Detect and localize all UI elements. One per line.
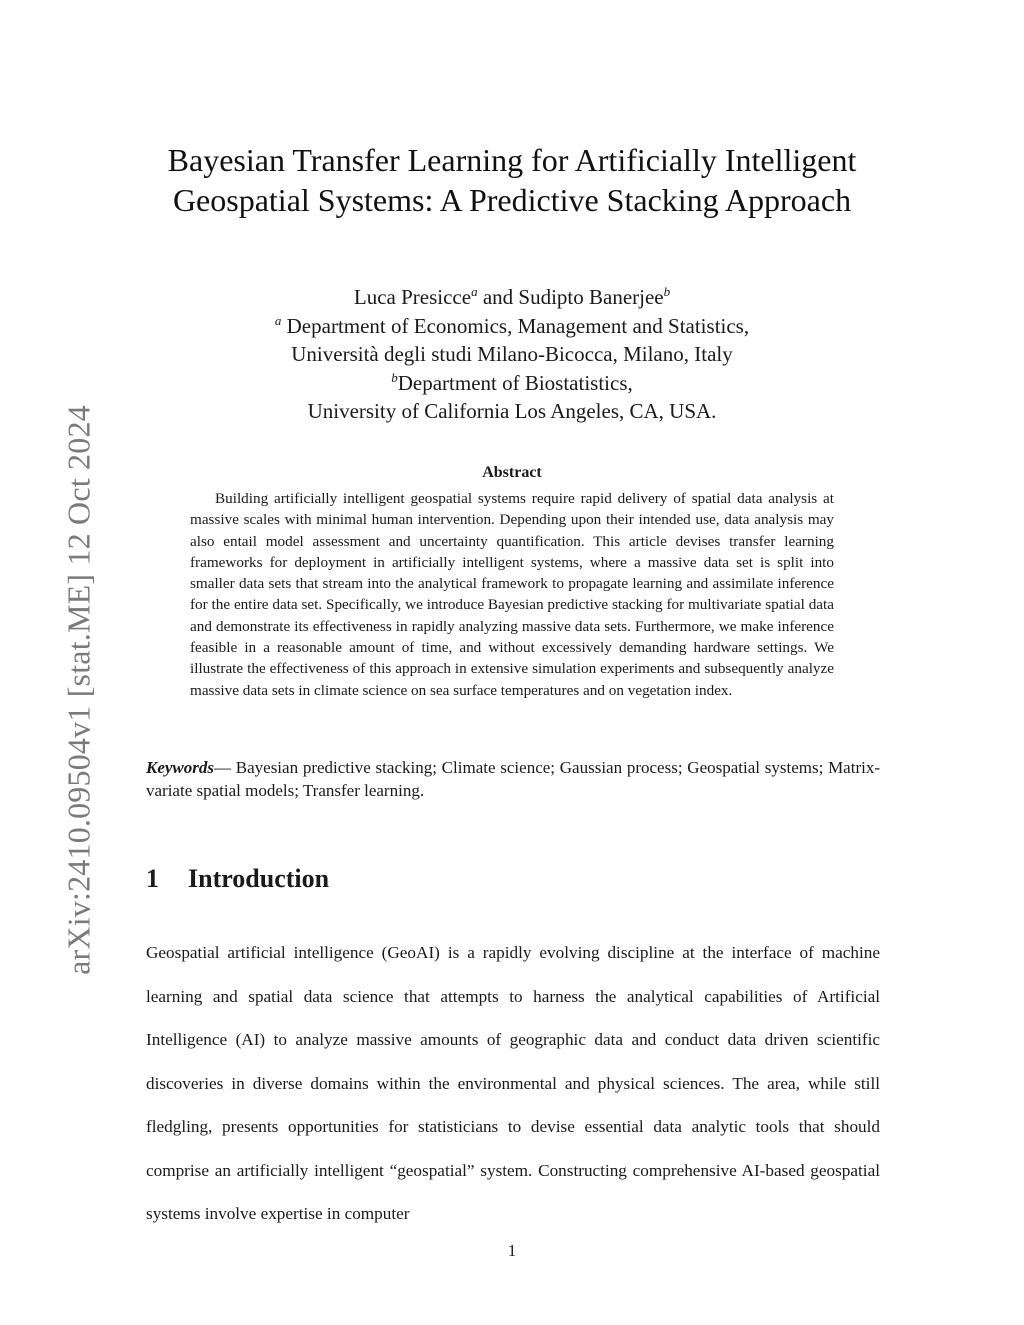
author-superscript: a — [471, 284, 478, 299]
author-connector: and — [477, 285, 519, 309]
page-number: 1 — [507, 1241, 517, 1260]
affiliation-line — [180, 312, 844, 341]
section-number: 1 — [146, 864, 159, 893]
section-title: Introduction — [188, 864, 330, 893]
authors-block — [180, 283, 844, 426]
author-name: Luca Presicce — [353, 285, 472, 309]
keywords-label: Keywords — [146, 758, 214, 777]
affiliation-text: Department of Biostatistics, — [397, 370, 633, 395]
affiliation-text: University of California Los Angeles, CA, USA. — [307, 399, 717, 423]
abstract-text: Building artificially intelligent geospatial systems require rapid delivery of spatial data analysis at massive scales with minimal human intervention. Depending upon their intended use, data analysis may also entail model assessment and uncertainty quantification. This article devises transfer learning frameworks for deployment in artificially intelligent systems, where a massive data set is split into smaller data sets that stream into the analytical framework to propagate learning and assimilate inference for the entire data set. Specifically, we introduce Bayesian predictive stacking for multivariate spatial data and demonstrate its effectiveness in rapidly analyzing massive data sets. Furthermore, we make inference feasible in a reasonable amount of time, and without excessively demanding hardware settings. We illustrate the effectiveness of this approach in extensive simulation experiments and subsequently analyze massive data sets in climate science on sea surface temperatures and on vegetation index. — [190, 490, 834, 699]
affiliation-text: Department of Economics, Management and Statistics, — [286, 313, 750, 338]
keywords-dash: — — [214, 758, 236, 777]
author-superscript: b — [663, 284, 671, 299]
author-line — [180, 283, 844, 312]
abstract-heading: Abstract — [482, 464, 542, 481]
affiliation-superscript: a — [274, 312, 282, 328]
affiliation-superscript: b — [391, 369, 398, 385]
keywords-text: Bayesian predictive stacking; Climate science; Gaussian process; Geospatial systems; Matrix-variate spatial models; Transfer learning. — [146, 758, 880, 800]
affiliation-line — [180, 369, 844, 398]
author-name: Sudipto Banerjee — [518, 285, 664, 309]
keywords — [146, 756, 880, 802]
intro-paragraph: Geospatial artificial intelligence (GeoAI) is a rapidly evolving discipline at the interface of machine learning and spatial data science that attempts to harness the analytical capabilities of Artificial Intelligence (AI) to analyze massive amounts of geographic data and conduct data driven scientific discoveries in diverse domains within the environmental and physical sciences. The area, while still fledgling, presents opportunities for statisticians to devise essential data analytic tools that should comprise an artificially intelligent “geospatial” system. Constructing comprehensive AI-based geospatial systems involve expertise in computer — [146, 943, 880, 1223]
paper-title: Bayesian Transfer Learning for Artificially Intelligent Geospatial Systems: A Predictive Stacking Approach — [167, 142, 857, 218]
affiliation-text: Università degli studi Milano-Bicocca, Milano, Italy — [291, 342, 733, 366]
affiliation-line — [180, 340, 844, 369]
arxiv-stamp: arXiv:2410.09504v1 [stat.ME] 12 Oct 2024 — [60, 405, 97, 975]
section-heading — [146, 864, 329, 894]
affiliation-line — [180, 397, 844, 426]
